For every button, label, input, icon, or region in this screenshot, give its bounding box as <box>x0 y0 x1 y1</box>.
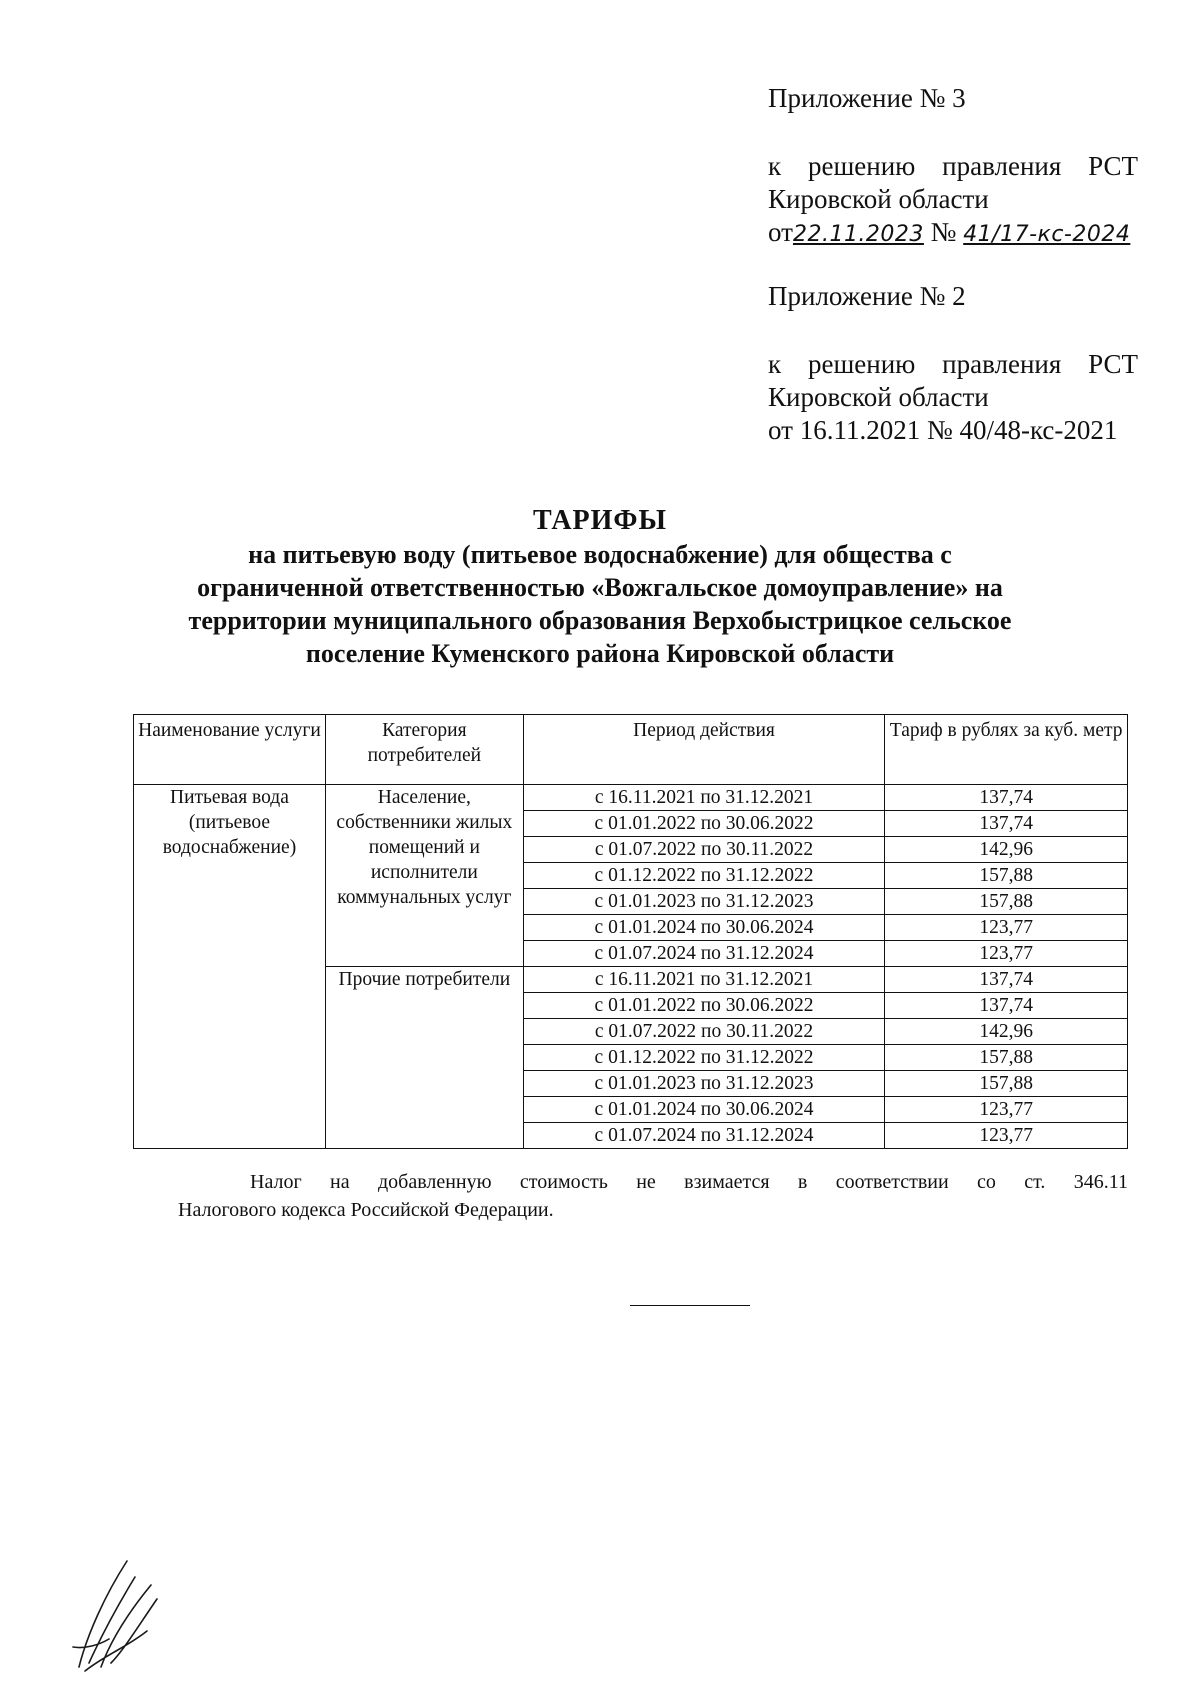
period-cell: с 01.12.2022 по 31.12.2022 <box>523 1045 885 1071</box>
annex3-line1: к решению правления РСТ <box>768 151 1138 181</box>
table-row <box>134 785 1128 811</box>
title-main: ТАРИФЫ <box>533 505 667 536</box>
tariff-cell: 157,88 <box>885 1071 1128 1097</box>
tariff-cell: 137,74 <box>885 785 1128 811</box>
period-cell: с 01.07.2022 по 30.11.2022 <box>523 837 885 863</box>
annex3-handwritten-number: 41/17-кс-2024 <box>963 222 1131 247</box>
tariff-cell: 123,77 <box>885 1123 1128 1149</box>
tariff-cell: 157,88 <box>885 889 1128 915</box>
category-cell-other: Прочие потребители <box>325 967 523 1149</box>
vat-note-line1: Налог на добавленную стоимость не взимается в соответствии со ст. 346.11 <box>250 1171 1128 1193</box>
annex3-heading: Приложение № 3 <box>768 83 966 113</box>
tariff-cell: 137,74 <box>885 993 1128 1019</box>
tariff-cell: 157,88 <box>885 1045 1128 1071</box>
vat-note <box>178 1168 1128 1224</box>
header-period: Период действия <box>523 715 885 785</box>
tariff-cell: 137,74 <box>885 967 1128 993</box>
tariff-cell: 137,74 <box>885 811 1128 837</box>
period-cell: с 01.12.2022 по 31.12.2022 <box>523 863 885 889</box>
annex3-line3 <box>768 216 1138 251</box>
period-cell: с 01.01.2024 по 30.06.2024 <box>523 1097 885 1123</box>
annex3-handwritten-date: 22.11.2023 <box>792 222 924 247</box>
period-cell: с 01.01.2023 по 31.12.2023 <box>523 889 885 915</box>
category-cell-population: Население, собственники жилых помещений и исполнители коммунальных услуг <box>325 785 523 967</box>
tariff-cell: 123,77 <box>885 915 1128 941</box>
annex2-line1: к решению правления РСТ <box>768 349 1138 379</box>
annex3-line2: Кировской области <box>768 184 989 214</box>
tariff-cell: 123,77 <box>885 1097 1128 1123</box>
closing-rule <box>630 1305 750 1306</box>
annex3-from-prefix: от <box>768 217 793 247</box>
tariffs-table <box>133 714 1128 1149</box>
tariff-cell: 142,96 <box>885 837 1128 863</box>
period-cell: с 01.01.2022 по 30.06.2022 <box>523 811 885 837</box>
annex3-number-prefix: № <box>930 217 957 247</box>
period-cell: с 01.01.2023 по 31.12.2023 <box>523 1071 885 1097</box>
tariff-cell: 142,96 <box>885 1019 1128 1045</box>
tariff-cell: 157,88 <box>885 863 1128 889</box>
period-cell: с 01.07.2024 по 31.12.2024 <box>523 941 885 967</box>
period-cell: с 01.07.2024 по 31.12.2024 <box>523 1123 885 1149</box>
header-category: Категория потребителей <box>325 715 523 785</box>
tariff-cell: 123,77 <box>885 941 1128 967</box>
annex2-line2: Кировской области <box>768 382 989 412</box>
annex2-heading: Приложение № 2 <box>768 281 966 311</box>
period-cell: с 01.01.2024 по 30.06.2024 <box>523 915 885 941</box>
signature-mark <box>65 1555 165 1675</box>
title-line2: ограниченной ответственностью «Вожгальское домоуправление» на <box>197 573 1003 602</box>
vat-note-line2: Налогового кодекса Российской Федерации. <box>178 1199 554 1221</box>
annex2-line3: от 16.11.2021 № 40/48-кс-2021 <box>768 415 1118 445</box>
table-header-row <box>134 715 1128 785</box>
header-tariff: Тариф в рублях за куб. метр <box>885 715 1128 785</box>
period-cell: с 01.07.2022 по 30.11.2022 <box>523 1019 885 1045</box>
document-title <box>140 504 1060 670</box>
title-line3: территории муниципального образования Верхобыстрицкое сельское <box>188 606 1012 635</box>
period-cell: с 01.01.2022 по 30.06.2022 <box>523 993 885 1019</box>
title-line4: поселение Куменского района Кировской области <box>305 639 895 668</box>
period-cell: с 16.11.2021 по 31.12.2021 <box>523 967 885 993</box>
header-service: Наименование услуги <box>134 715 326 785</box>
title-line1: на питьевую воду (питьевое водоснабжение) для общества с <box>248 540 952 569</box>
period-cell: с 16.11.2021 по 31.12.2021 <box>523 785 885 811</box>
service-cell: Питьевая вода (питьевое водоснабжение) <box>134 785 326 1149</box>
